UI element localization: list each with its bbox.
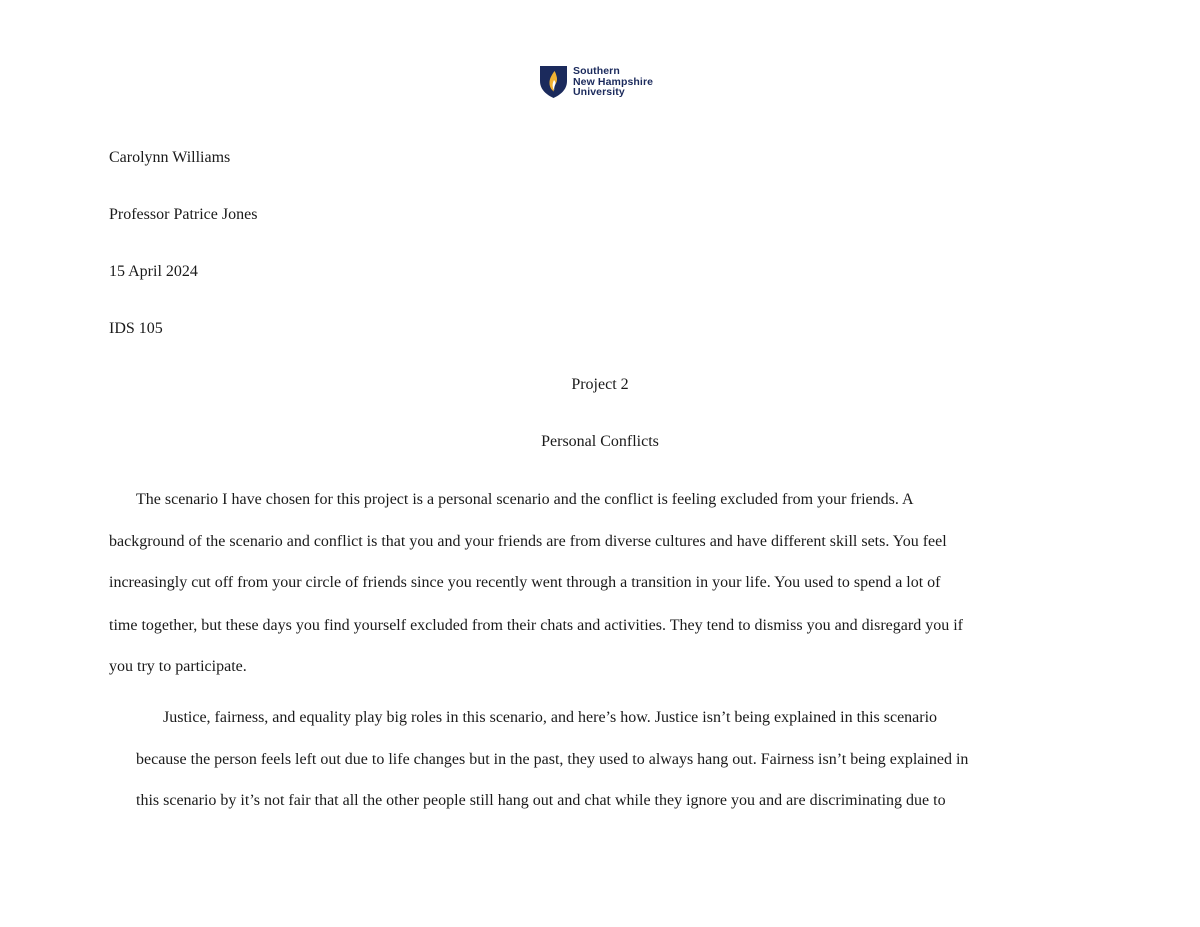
course-code: IDS 105 (109, 320, 163, 337)
university-logo (539, 65, 653, 101)
shield-flame-icon (539, 65, 568, 99)
paragraph-line: you try to participate. (109, 658, 247, 675)
logo-line-1: Southern (573, 65, 620, 77)
date: 15 April 2024 (109, 263, 198, 280)
professor-name: Professor Patrice Jones (109, 206, 258, 223)
author-name: Carolynn Williams (109, 149, 231, 166)
logo-line-2: New Hampshire (573, 75, 654, 88)
paragraph-line: The scenario I have chosen for this project is a personal scenario and the conflict is feeling excluded from your friends. A (136, 491, 914, 508)
paragraph-line: time together, but these days you find yourself excluded from their chats and activities. They tend to dismiss you and disregard you if (109, 617, 963, 634)
paper-subtitle: Personal Conflicts (541, 433, 659, 450)
paragraph-line: this scenario by it’s not fair that all the other people still hang out and chat while they ignore you and are discriminating due to (136, 792, 946, 809)
paragraph-line: Justice, fairness, and equality play big roles in this scenario, and here’s how. Justice isn’t being explained in this scenario (163, 709, 938, 726)
logo-line-3: University (573, 86, 625, 98)
paragraph-line: background of the scenario and conflict is that you and your friends are from diverse cultures and have different skill sets. You feel (109, 533, 947, 550)
paragraph-line: because the person feels left out due to life changes but in the past, they used to always hang out. Fairness isn’t being explained in (136, 751, 969, 768)
university-name (573, 65, 653, 98)
paragraph-line: increasingly cut off from your circle of friends since you recently went through a transition in your life. You used to spend a lot of (109, 574, 941, 591)
project-title: Project 2 (571, 376, 629, 393)
